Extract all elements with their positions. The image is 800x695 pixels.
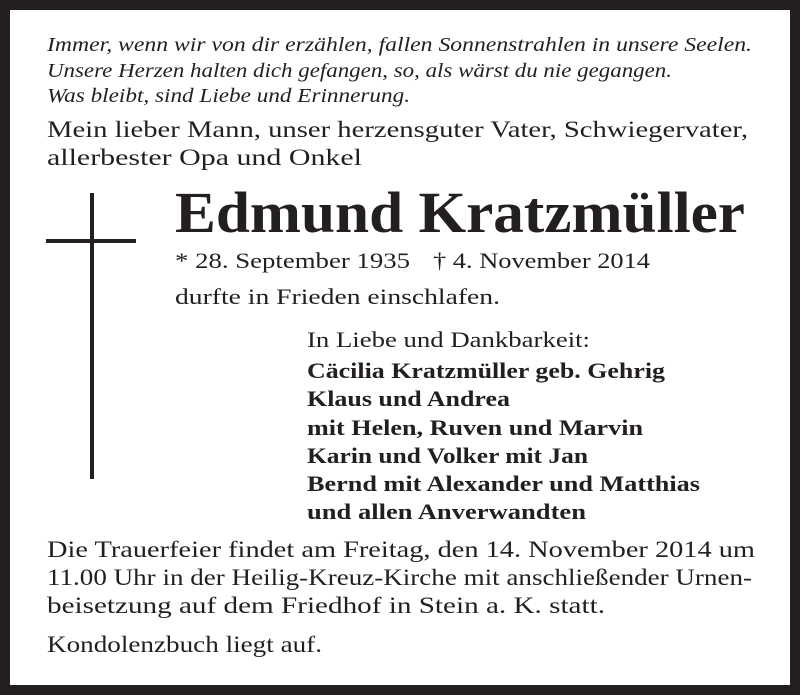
quote-line-3: Was bleibt, sind Liebe und Erinnerung. [47, 85, 410, 107]
mourner-line: mit Helen, Ruven und Marvin [307, 415, 643, 440]
deceased-name: Edmund Kratzmüller [175, 180, 746, 245]
cross-icon-horizontal [46, 239, 136, 243]
birth-date: * 28. September 1935 [175, 248, 410, 273]
mourner-line: Bernd mit Alexander und Matthias [307, 471, 700, 496]
quote-line-2: Unsere Herzen halten dich gefangen, so, als wärst du nie gegangen. [47, 60, 672, 82]
mourner-line: Karin und Volker mit Jan [307, 443, 588, 468]
cross-icon-vertical [90, 193, 94, 479]
quote-line-1: Immer, wenn wir von dir erzählen, fallen Sonnenstrahlen in unsere Seelen. [47, 34, 752, 56]
intro-line-2: allerbester Opa und Onkel [47, 145, 362, 170]
funeral-line-3: beisetzung auf dem Friedhof in Stein a. K. statt. [47, 593, 605, 618]
mourner-line: Klaus und Andrea [307, 386, 510, 411]
condolence-text: Kondolenzbuch liegt auf. [47, 632, 322, 657]
passed-text: durfte in Frieden einschlafen. [175, 284, 500, 309]
mourners-heading: In Liebe und Dankbarkeit: [307, 327, 590, 352]
funeral-line-1: Die Trauerfeier findet am Freitag, den 14. November 2014 um [47, 537, 755, 562]
funeral-line-2: 11.00 Uhr in der Heilig-Kreuz-Kirche mit anschließender Urnen- [47, 565, 752, 590]
mourner-line: und allen Anverwandten [307, 499, 586, 524]
mourner-line: Cäcilia Kratzmüller geb. Gehrig [307, 358, 665, 383]
intro-line-1: Mein lieber Mann, unser herzensguter Vater, Schwiegervater, [47, 117, 748, 142]
death-date: † 4. November 2014 [433, 248, 650, 273]
